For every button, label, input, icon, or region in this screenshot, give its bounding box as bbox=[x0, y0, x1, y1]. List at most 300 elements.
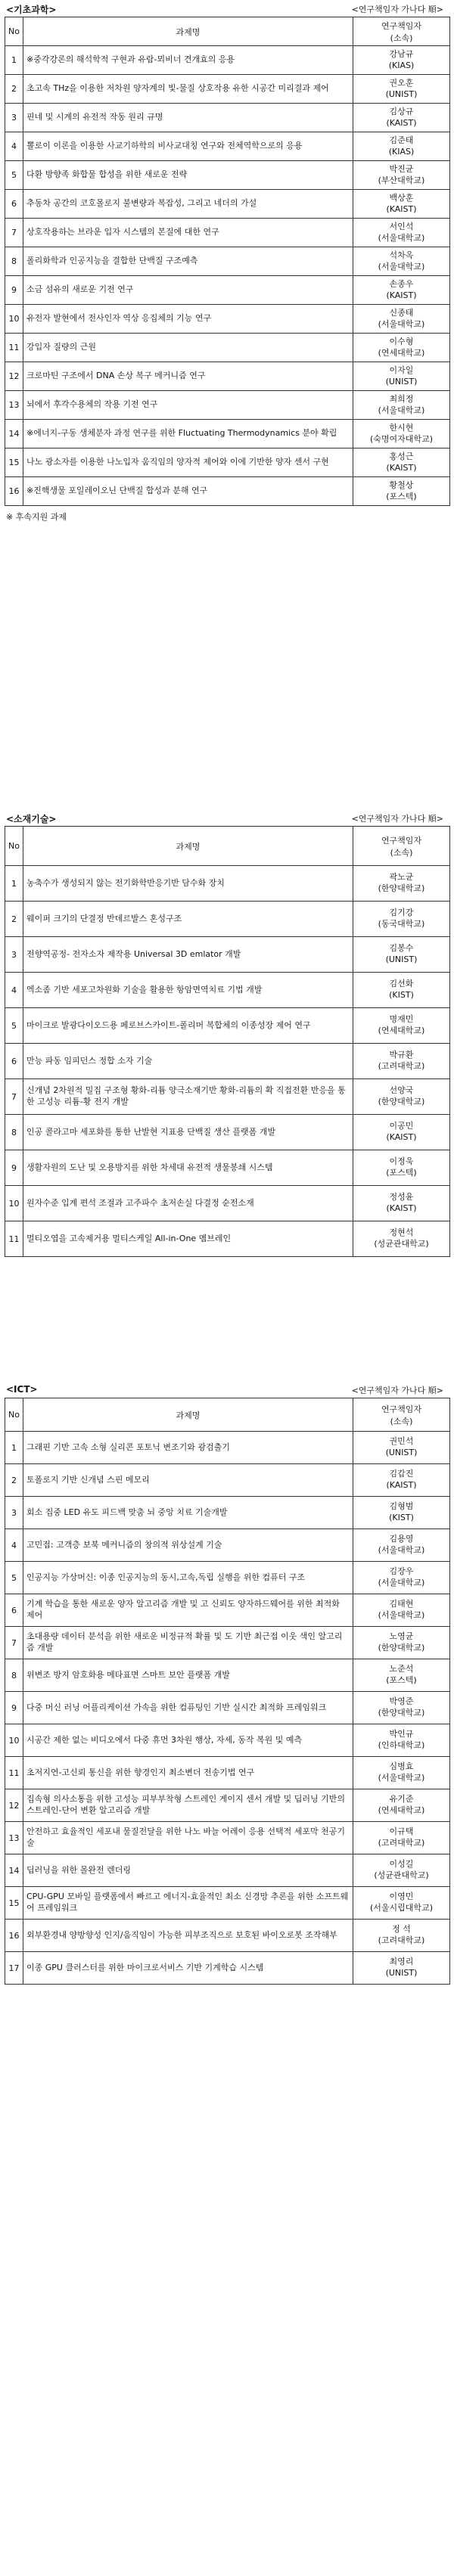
header-pi-line1: 연구책임자 bbox=[381, 835, 422, 846]
table-body bbox=[5, 1432, 450, 1985]
row-number: 11 bbox=[5, 1757, 23, 1789]
principal-investigator bbox=[353, 276, 450, 305]
project-title: ※중각강론의 해석학적 구현과 유람-뫼비너 견개효의 응용 bbox=[23, 46, 353, 75]
table-row bbox=[5, 1529, 450, 1562]
pi-name: 석차옥 bbox=[389, 250, 414, 260]
section-order-note: <연구책임자 가나다 順> bbox=[351, 814, 443, 824]
table-row bbox=[5, 1221, 450, 1257]
pi-name: 김기강 bbox=[389, 908, 414, 918]
pi-name: 김갑진 bbox=[389, 1469, 414, 1479]
row-number: 11 bbox=[5, 334, 23, 362]
principal-investigator bbox=[353, 1659, 450, 1692]
pi-name: 김장우 bbox=[389, 1566, 414, 1577]
table-row bbox=[5, 1115, 450, 1150]
project-title: 인공지능 가상머신: 이종 인공지능의 동시,고속,독립 실행을 위한 컴퓨터 구조 bbox=[23, 1562, 353, 1594]
pi-name: 노영균 bbox=[389, 1631, 414, 1642]
project-title: 엑소좀 기반 세포고차원화 기술을 활용한 항암면역치료 기법 개발 bbox=[23, 973, 353, 1008]
pi-affiliation: (서울대학교) bbox=[378, 405, 425, 415]
pi-name: 이수형 bbox=[389, 336, 414, 346]
table-row bbox=[5, 219, 450, 247]
header-pi-line2: (소속) bbox=[390, 33, 413, 43]
row-number: 6 bbox=[5, 1594, 23, 1627]
table-row bbox=[5, 46, 450, 75]
project-title: 신개념 2차원적 밀집 구조형 황화-리튬 양극소재기반 황화-리튬의 확 직접전환 반응을 통한 고성능 리튬-황 전지 개발 bbox=[23, 1079, 353, 1115]
pi-name: 김형범 bbox=[389, 1501, 414, 1512]
row-number: 9 bbox=[5, 1150, 23, 1186]
header-pi bbox=[353, 827, 450, 866]
table-row bbox=[5, 937, 450, 973]
table-row bbox=[5, 334, 450, 362]
project-title: 토폴로지 기반 신개념 스핀 메모리 bbox=[23, 1464, 353, 1497]
pi-affiliation: (성균관대학교) bbox=[374, 1870, 429, 1880]
row-number: 1 bbox=[5, 866, 23, 902]
pi-affiliation: (KAIST) bbox=[386, 1132, 417, 1142]
principal-investigator bbox=[353, 1920, 450, 1952]
principal-investigator bbox=[353, 305, 450, 334]
row-number: 1 bbox=[5, 1432, 23, 1464]
table-row bbox=[5, 1692, 450, 1724]
project-title: 전향역공정- 전자소자 제작용 Universal 3D emlator 개발 bbox=[23, 937, 353, 973]
project-title: 초저지연-고신뢰 통신을 위한 향경인지 최소변더 전송기법 연구 bbox=[23, 1757, 353, 1789]
pi-affiliation: (UNIST) bbox=[385, 1968, 418, 1978]
pi-affiliation: (숙명여자대학교) bbox=[370, 433, 433, 444]
principal-investigator bbox=[353, 1008, 450, 1044]
pi-name: 박규환 bbox=[389, 1050, 414, 1060]
principal-investigator bbox=[353, 866, 450, 902]
project-title: 원자수준 입계 편석 조절과 고주파수 초저손실 다결정 순전소재 bbox=[23, 1186, 353, 1221]
pi-affiliation: (고려대학교) bbox=[378, 1838, 425, 1848]
project-title: 안전하고 효율적인 세포내 물질전달을 위한 나노 바늘 어레이 응용 선택적 세포막 천공기술 bbox=[23, 1822, 353, 1854]
project-title: 유전자 발현에서 전사인자 역상 응집체의 기능 연구 bbox=[23, 305, 353, 334]
pi-affiliation: (한양대학교) bbox=[378, 883, 425, 893]
pi-affiliation: (연세대학교) bbox=[378, 1026, 425, 1035]
row-number: 16 bbox=[5, 477, 23, 506]
row-number: 7 bbox=[5, 1079, 23, 1115]
table-row bbox=[5, 902, 450, 937]
pi-affiliation: (서울대학교) bbox=[378, 318, 425, 329]
principal-investigator bbox=[353, 1562, 450, 1594]
row-number: 7 bbox=[5, 219, 23, 247]
row-number: 15 bbox=[5, 1887, 23, 1920]
pi-affiliation: (KAIST) bbox=[386, 1203, 417, 1213]
section-title: <ICT> bbox=[6, 1384, 38, 1395]
principal-investigator bbox=[353, 75, 450, 104]
header-pi bbox=[353, 1398, 450, 1432]
table-row bbox=[5, 1952, 450, 1985]
pi-name: 박영준 bbox=[389, 1696, 414, 1707]
row-number: 3 bbox=[5, 937, 23, 973]
row-number: 8 bbox=[5, 1115, 23, 1150]
pi-affiliation: (KIST) bbox=[389, 1513, 414, 1522]
pi-affiliation: (포스텍) bbox=[386, 1168, 417, 1178]
pi-affiliation: (서울대학교) bbox=[378, 1545, 425, 1555]
principal-investigator bbox=[353, 1854, 450, 1887]
pi-affiliation: (연세대학교) bbox=[378, 1805, 425, 1815]
pi-name: 이정욱 bbox=[389, 1156, 414, 1167]
table-row bbox=[5, 247, 450, 276]
pi-affiliation: (KAIST) bbox=[386, 1480, 417, 1490]
pi-name: 강남규 bbox=[389, 48, 414, 59]
pi-affiliation: (KAIST) bbox=[386, 462, 417, 473]
header-no: No bbox=[5, 17, 23, 46]
pi-affiliation: (UNIST) bbox=[385, 954, 418, 964]
project-title: 핀네 및 시계의 유전적 작동 원리 규명 bbox=[23, 104, 353, 132]
row-number: 10 bbox=[5, 1724, 23, 1757]
table-row bbox=[5, 1887, 450, 1920]
row-number: 8 bbox=[5, 247, 23, 276]
pi-affiliation: (UNIST) bbox=[385, 376, 418, 386]
project-title: 폴리화학과 인공지능을 결합한 단백질 구조예측 bbox=[23, 247, 353, 276]
row-number: 14 bbox=[5, 420, 23, 448]
pi-name: 김용영 bbox=[389, 1534, 414, 1544]
row-number: 4 bbox=[5, 132, 23, 161]
section-order-note: <연구책임자 가나다 順> bbox=[351, 5, 443, 14]
row-number: 2 bbox=[5, 75, 23, 104]
header-title: 과제명 bbox=[23, 827, 353, 866]
project-title: 그래핀 기반 고속 소형 실리콘 포토닉 변조기와 광검출기 bbox=[23, 1432, 353, 1464]
pi-name: 정 석 bbox=[392, 1924, 411, 1935]
principal-investigator bbox=[353, 1594, 450, 1627]
pi-name: 노준석 bbox=[389, 1664, 414, 1674]
row-number: 6 bbox=[5, 1044, 23, 1079]
row-number: 14 bbox=[5, 1854, 23, 1887]
project-table bbox=[5, 826, 450, 1257]
pi-affiliation: (한양대학교) bbox=[378, 1097, 425, 1106]
table-row bbox=[5, 1079, 450, 1115]
table-row bbox=[5, 1854, 450, 1887]
principal-investigator bbox=[353, 902, 450, 937]
pi-name: 황철상 bbox=[389, 480, 414, 490]
pi-affiliation: (부산대학교) bbox=[378, 175, 425, 185]
header-pi-line1: 연구책임자 bbox=[381, 1404, 422, 1414]
row-number: 2 bbox=[5, 902, 23, 937]
project-title: 멀티오엽을 고속제거용 멀티스케일 All-in-One 멤브레인 bbox=[23, 1221, 353, 1257]
pi-name: 정성윤 bbox=[389, 1192, 414, 1203]
pi-name: 박진균 bbox=[389, 163, 414, 174]
table-row bbox=[5, 305, 450, 334]
principal-investigator bbox=[353, 362, 450, 391]
pi-affiliation: (서울대학교) bbox=[378, 232, 425, 243]
pi-affiliation: (고려대학교) bbox=[378, 1061, 425, 1071]
pi-name: 한시현 bbox=[389, 422, 414, 433]
table-row bbox=[5, 1044, 450, 1079]
pi-affiliation: (KAIST) bbox=[386, 117, 417, 128]
table-row bbox=[5, 75, 450, 104]
project-title: 상호작용하는 브라운 입자 시스템의 본질에 대한 연구 bbox=[23, 219, 353, 247]
pi-name: 최희정 bbox=[389, 393, 414, 404]
pi-affiliation: (UNIST) bbox=[385, 88, 418, 99]
table-row bbox=[5, 161, 450, 190]
row-number: 17 bbox=[5, 1952, 23, 1985]
pi-name: 김봉수 bbox=[389, 943, 414, 954]
principal-investigator bbox=[353, 161, 450, 190]
principal-investigator bbox=[353, 1497, 450, 1529]
table-row bbox=[5, 104, 450, 132]
principal-investigator bbox=[353, 391, 450, 420]
pi-name: 박인규 bbox=[389, 1729, 414, 1740]
section-title: <기초과학> bbox=[6, 5, 57, 15]
pi-name: 이성길 bbox=[389, 1859, 414, 1870]
row-number: 3 bbox=[5, 104, 23, 132]
principal-investigator bbox=[353, 1044, 450, 1079]
table-body bbox=[5, 46, 450, 506]
table-row bbox=[5, 1920, 450, 1952]
project-title: 웨이퍼 크기의 단결정 반데르발스 혼성구조 bbox=[23, 902, 353, 937]
header-no: No bbox=[5, 827, 23, 866]
row-number: 1 bbox=[5, 46, 23, 75]
row-number: 10 bbox=[5, 1186, 23, 1221]
pi-affiliation: (KIAS) bbox=[388, 60, 415, 70]
table-header-row bbox=[5, 1398, 450, 1432]
table-row bbox=[5, 1594, 450, 1627]
pi-affiliation: (포스텍) bbox=[386, 1675, 417, 1685]
principal-investigator bbox=[353, 1887, 450, 1920]
row-number: 13 bbox=[5, 1822, 23, 1854]
table-row bbox=[5, 1186, 450, 1221]
project-title: 뇌에서 후각수용체의 작용 기전 연구 bbox=[23, 391, 353, 420]
project-title: 고민접: 고객층 보북 메커니즘의 창의적 위상설계 기술 bbox=[23, 1529, 353, 1562]
principal-investigator bbox=[353, 477, 450, 506]
pi-affiliation: (한양대학교) bbox=[378, 1708, 425, 1718]
row-number: 16 bbox=[5, 1920, 23, 1952]
project-title: 초고속 THz을 이용한 저차원 양자계의 빛-물질 상호작용 유한 시공간 미리결과 제어 bbox=[23, 75, 353, 104]
table-row bbox=[5, 973, 450, 1008]
pi-name: 서인석 bbox=[389, 221, 414, 231]
project-title: 강입자 질량의 근원 bbox=[23, 334, 353, 362]
row-number: 10 bbox=[5, 305, 23, 334]
header-no: No bbox=[5, 1398, 23, 1432]
principal-investigator bbox=[353, 1627, 450, 1659]
pi-affiliation: (고려대학교) bbox=[378, 1935, 425, 1945]
principal-investigator bbox=[353, 937, 450, 973]
project-title: 회소 집중 LED 유도 피드백 맞춤 뇌 중앙 치료 기술개발 bbox=[23, 1497, 353, 1529]
table-row bbox=[5, 1724, 450, 1757]
principal-investigator bbox=[353, 420, 450, 448]
section-header bbox=[5, 812, 449, 826]
pi-affiliation: (서울대학교) bbox=[378, 261, 425, 272]
pi-affiliation: (포스텍) bbox=[386, 491, 417, 501]
project-title: 나노 광소자를 이용한 나노입자 움직임의 양자적 제어와 이에 기반한 양자 센서 구현 bbox=[23, 448, 353, 477]
project-table bbox=[5, 17, 450, 506]
project-title: 크로마틴 구조에서 DNA 손상 복구 메커니즘 연구 bbox=[23, 362, 353, 391]
pi-name: 신종태 bbox=[389, 307, 414, 318]
table-row bbox=[5, 420, 450, 448]
pi-name: 정현석 bbox=[389, 1227, 414, 1238]
project-title: 시공간 제한 없는 비디오에서 다중 휴먼 3차원 행상, 자세, 동작 복원 및 예측 bbox=[23, 1724, 353, 1757]
table-row bbox=[5, 362, 450, 391]
pi-name: 홍성근 bbox=[389, 451, 414, 461]
section-materials bbox=[5, 812, 449, 1257]
row-number: 15 bbox=[5, 448, 23, 477]
project-title: 기계 학습을 통한 새로운 양자 알고리즘 개발 및 고 신뢰도 양자하드웨어를 위한 최적화 제어 bbox=[23, 1594, 353, 1627]
project-title: ※에너지-구동 생체분자 과정 연구를 위한 Fluctuating Thermodynamics 분야 확립 bbox=[23, 420, 353, 448]
row-number: 8 bbox=[5, 1659, 23, 1692]
pi-name: 최영리 bbox=[389, 1957, 414, 1967]
project-table bbox=[5, 1398, 450, 1985]
row-number: 3 bbox=[5, 1497, 23, 1529]
principal-investigator bbox=[353, 1692, 450, 1724]
table-row bbox=[5, 276, 450, 305]
project-title: 만능 파동 임피던스 정합 소자 기술 bbox=[23, 1044, 353, 1079]
pi-affiliation: (KAIST) bbox=[386, 203, 417, 214]
pi-affiliation: (서울대학교) bbox=[378, 1578, 425, 1587]
principal-investigator bbox=[353, 1186, 450, 1221]
project-title: 추동차 공간의 코호몰로지 불변량과 복잡성, 그리고 네더의 가설 bbox=[23, 190, 353, 219]
principal-investigator bbox=[353, 448, 450, 477]
row-number: 4 bbox=[5, 1529, 23, 1562]
table-row bbox=[5, 190, 450, 219]
table-row bbox=[5, 1497, 450, 1529]
principal-investigator bbox=[353, 219, 450, 247]
header-pi-line2: (소속) bbox=[390, 847, 413, 858]
pi-affiliation: (인하대학교) bbox=[378, 1740, 425, 1750]
project-title: ※진핵생물 포일레이오닌 단백질 합성과 분해 연구 bbox=[23, 477, 353, 506]
pi-name: 김상규 bbox=[389, 106, 414, 116]
pi-name: 이규택 bbox=[389, 1826, 414, 1837]
row-number: 5 bbox=[5, 161, 23, 190]
principal-investigator bbox=[353, 132, 450, 161]
pi-name: 김준태 bbox=[389, 135, 414, 145]
pi-affiliation: (KIAS) bbox=[388, 146, 415, 157]
pi-name: 이자일 bbox=[389, 365, 414, 375]
pi-affiliation: (서울대학교) bbox=[378, 1610, 425, 1620]
row-number: 7 bbox=[5, 1627, 23, 1659]
pi-affiliation: (UNIST) bbox=[385, 1448, 418, 1457]
project-title: 소금 섬유의 새로운 기전 연구 bbox=[23, 276, 353, 305]
pi-name: 이공민 bbox=[389, 1121, 414, 1131]
project-title: 외부환경내 양방향성 인지/움직임이 가능한 피부조직으로 보호된 바이오로봇 조작해부 bbox=[23, 1920, 353, 1952]
table-row bbox=[5, 1627, 450, 1659]
pi-name: 선양국 bbox=[389, 1085, 414, 1096]
row-number: 6 bbox=[5, 190, 23, 219]
section-ict bbox=[5, 1384, 449, 1985]
table-row bbox=[5, 1562, 450, 1594]
project-title: 다중 머신 러닝 어플리케이션 가속을 위한 컴퓨팅인 기반 실시간 최적화 프레임워크 bbox=[23, 1692, 353, 1724]
pi-affiliation: (서울대학교) bbox=[378, 1773, 425, 1783]
pi-affiliation: (한양대학교) bbox=[378, 1643, 425, 1653]
section-title: <소재기술> bbox=[6, 814, 57, 824]
table-row bbox=[5, 1659, 450, 1692]
section-header bbox=[5, 3, 449, 17]
principal-investigator bbox=[353, 1115, 450, 1150]
table-row bbox=[5, 391, 450, 420]
pi-name: 권민석 bbox=[389, 1436, 414, 1447]
table-row bbox=[5, 448, 450, 477]
pi-affiliation: (연세대학교) bbox=[378, 347, 425, 358]
principal-investigator bbox=[353, 1529, 450, 1562]
table-body bbox=[5, 866, 450, 1257]
principal-investigator bbox=[353, 1757, 450, 1789]
pi-affiliation: (동국대학교) bbox=[378, 919, 425, 929]
pi-name: 명재민 bbox=[389, 1014, 414, 1025]
project-title: 딥러닝을 위한 몰완전 렌더링 bbox=[23, 1854, 353, 1887]
pi-affiliation: (KIST) bbox=[389, 990, 414, 1000]
principal-investigator bbox=[353, 1432, 450, 1464]
pi-name: 김태현 bbox=[389, 1599, 414, 1609]
principal-investigator bbox=[353, 1822, 450, 1854]
row-number: 12 bbox=[5, 1789, 23, 1822]
header-title: 과제명 bbox=[23, 17, 353, 46]
project-title: 뽈로이 이론을 이용한 사교기하학의 비사교대칭 연구와 전체역학으로의 응용 bbox=[23, 132, 353, 161]
table-row bbox=[5, 1757, 450, 1789]
project-title: 이종 GPU 클러스터를 위한 마이크로서비스 기반 기계학습 시스템 bbox=[23, 1952, 353, 1985]
principal-investigator bbox=[353, 190, 450, 219]
pi-name: 김선화 bbox=[389, 979, 414, 989]
project-title: 다환 방향족 화합물 합성을 위한 새로운 전략 bbox=[23, 161, 353, 190]
principal-investigator bbox=[353, 973, 450, 1008]
pi-affiliation: (서울시립대학교) bbox=[370, 1903, 433, 1913]
principal-investigator bbox=[353, 46, 450, 75]
table-row bbox=[5, 1432, 450, 1464]
table-row bbox=[5, 132, 450, 161]
pi-name: 권오훈 bbox=[389, 77, 414, 88]
pi-name: 곽노균 bbox=[389, 872, 414, 883]
principal-investigator bbox=[353, 1150, 450, 1186]
row-number: 9 bbox=[5, 1692, 23, 1724]
principal-investigator bbox=[353, 1464, 450, 1497]
project-title: 농축수가 생성되지 않는 전기화학반응기반 담수화 장치 bbox=[23, 866, 353, 902]
table-row bbox=[5, 866, 450, 902]
row-number: 9 bbox=[5, 276, 23, 305]
table-row bbox=[5, 1789, 450, 1822]
pi-affiliation: (성균관대학교) bbox=[374, 1239, 429, 1249]
pi-name: 손종우 bbox=[389, 278, 414, 289]
row-number: 5 bbox=[5, 1008, 23, 1044]
principal-investigator bbox=[353, 1789, 450, 1822]
row-number: 11 bbox=[5, 1221, 23, 1257]
table-row bbox=[5, 1008, 450, 1044]
pi-name: 이영민 bbox=[389, 1892, 414, 1902]
project-title: 인공 콜라고마 세포화를 통한 난발현 지표용 단백질 생산 플랫폼 개발 bbox=[23, 1115, 353, 1150]
table-header-row bbox=[5, 827, 450, 866]
row-number: 4 bbox=[5, 973, 23, 1008]
row-number: 2 bbox=[5, 1464, 23, 1497]
principal-investigator bbox=[353, 334, 450, 362]
row-number: 13 bbox=[5, 391, 23, 420]
pi-name: 심병효 bbox=[389, 1761, 414, 1772]
pi-name: 유기준 bbox=[389, 1794, 414, 1805]
principal-investigator bbox=[353, 247, 450, 276]
table-header-row bbox=[5, 17, 450, 46]
project-title: 집속형 의사소통을 위한 고성능 피부부착형 스트레인 게이지 센서 개발 및 딥러닝 기반의 스트레인-단어 변환 알고리즘 개발 bbox=[23, 1789, 353, 1822]
principal-investigator bbox=[353, 1079, 450, 1115]
table-row bbox=[5, 1464, 450, 1497]
table-row bbox=[5, 1822, 450, 1854]
pi-affiliation: (KAIST) bbox=[386, 290, 417, 300]
principal-investigator bbox=[353, 1952, 450, 1985]
footnote: ※ 후속지원 과제 bbox=[6, 512, 67, 522]
principal-investigator bbox=[353, 1724, 450, 1757]
table-row bbox=[5, 477, 450, 506]
header-pi-line1: 연구책임자 bbox=[381, 20, 422, 31]
principal-investigator bbox=[353, 104, 450, 132]
principal-investigator bbox=[353, 1221, 450, 1257]
project-title: CPU-GPU 모바일 플랫폼에서 빠르고 에너지-효율적인 최소 신경망 추론을 위한 소프트웨어 프레임워크 bbox=[23, 1887, 353, 1920]
pi-name: 백상훈 bbox=[389, 192, 414, 203]
project-title: 생활자원의 도난 및 오용방지를 위한 차세대 유전적 생물봉쇄 시스템 bbox=[23, 1150, 353, 1186]
table-row bbox=[5, 1150, 450, 1186]
section-order-note: <연구책임자 가나다 順> bbox=[351, 1386, 443, 1395]
header-pi bbox=[353, 17, 450, 46]
project-title: 마이크로 발광다이오드용 페로브스카이트-폴리머 복합체의 이종성장 제어 연구 bbox=[23, 1008, 353, 1044]
header-title: 과제명 bbox=[23, 1398, 353, 1432]
project-title: 위변조 방지 암호화용 메타표면 스마트 보안 플랫폼 개발 bbox=[23, 1659, 353, 1692]
header-pi-line2: (소속) bbox=[390, 1416, 413, 1426]
project-title: 초대용량 데이터 분석을 위한 새로운 비정규적 확률 및 도 기반 최근접 이웃 색인 알고리즘 개발 bbox=[23, 1627, 353, 1659]
row-number: 12 bbox=[5, 362, 23, 391]
section-basic-science bbox=[5, 3, 449, 523]
row-number: 5 bbox=[5, 1562, 23, 1594]
